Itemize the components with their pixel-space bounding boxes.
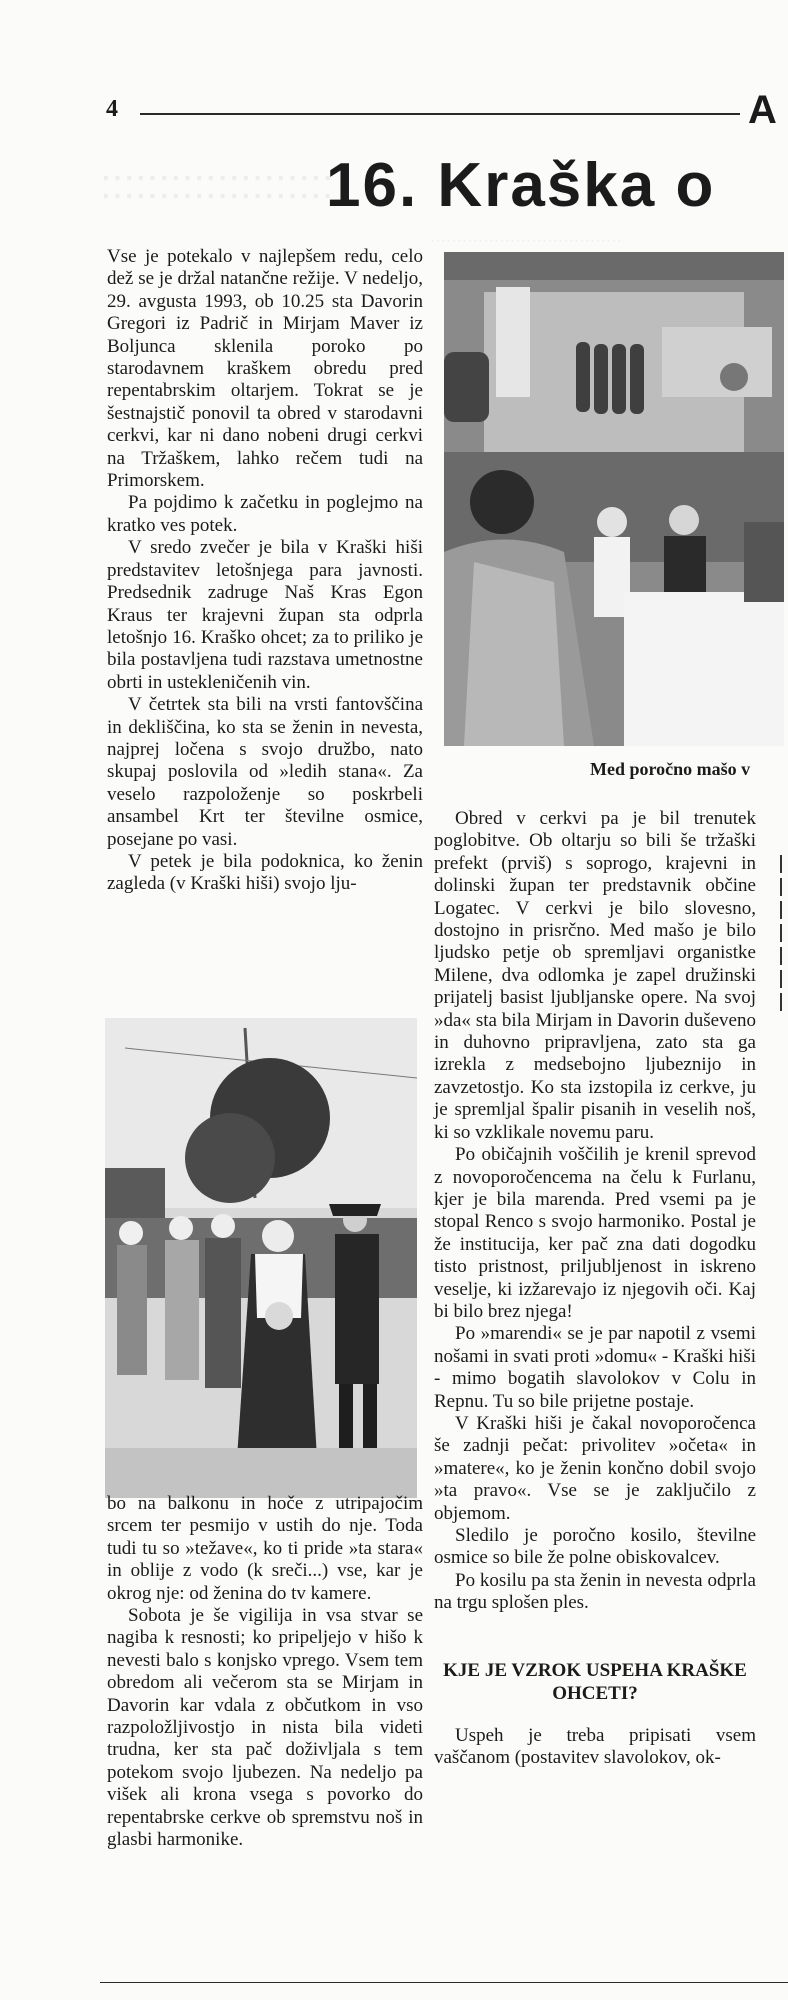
adjacent-column-edge: [780, 855, 788, 1016]
paragraph: V sredo zvečer je bila v Kraški hiši predstavitev letošnjega para javnosti. Predsednik zadruge Naš Kras Egon Kraus ter krajevni župan sta odprla letošnjo 16. Kraško ohcet; za to priliko je bila postavljena tudi razstava umetnostne obrti in ustekleničenih vin.: [107, 537, 423, 693]
church-wedding-photo: [444, 252, 784, 746]
wedding-procession-photo: [105, 1018, 417, 1498]
paragraph: V četrtek sta bili na vrsti fantovščina in dekliščina, ko sta se ženin in nevesta, najprej ločena s svojo družbo, nato skupaj poslovila od »ledih stana«. Za veselo razpoloženje so poskrbeli ansambel Krt ter številne osmice, posejane po vasi.: [107, 694, 423, 850]
paragraph: V Kraški hiši je čakal novoporočenca še zadnji pečat: privolitev »očeta« in »matere«, ko je ženin končno dobil svojo »ta pravo«. Vse se je zaključilo z objemom.: [434, 1412, 756, 1524]
article-headline: 16. Kraška o: [326, 151, 716, 220]
paragraph: Po »marendi« se je par napotil z vsemi nošami in svati proti »domu« - Kraški hiši - mimo bogatih slavolokov v Colu in Repnu. Tu so bile prijetne postaje.: [434, 1323, 756, 1412]
paragraph: V petek je bila podoknica, ko ženin zagleda (v Kraški hiši) svojo lju-: [107, 850, 423, 895]
section-subheading: KJE JE VZROK USPEHA KRAŠKE OHCETI?: [443, 1659, 747, 1704]
left-column-top: [107, 246, 423, 896]
paragraph: Pa pojdimo k začetku in poglejmo na kratko ves potek.: [107, 492, 423, 536]
paragraph: bo na balkonu in hoče z utripajočim srcem ter pesmijo v ustih do nje. Toda tudi tu so »težave«, ko ti pride »ta stara« in oblije z vodo (k sreči...) vse, kar je okrog nje: od ženina do tv kamere.: [107, 1493, 423, 1604]
show-through-text: ::::::::::::::::::::: [100, 160, 334, 207]
paragraph: Vse je potekalo v najlepšem redu, celo dež se je držal natančne režije. V nedeljo, 29. avgusta 1993, ob 10.25 sta Davorin Gregori iz Padrič in Mirjam Maver iz Boljunca sklenila poroko po starodavnem kraškem obredu pred repentabrskim oltarjem. Tokrat se je šestnajstič ponovil ta obred v starodavni cerkvi, kar ni dano nobeni drugi cerkvi na Tržaškem, lahko rečem tudi na Primorskem.: [107, 246, 423, 492]
masthead-logo-fragment: A: [748, 88, 777, 132]
show-through-text: ····································: [430, 232, 622, 249]
header-rule: [140, 113, 740, 115]
page-number: 4: [106, 96, 118, 122]
left-column-bottom: [107, 1493, 423, 1852]
paragraph: Sledilo je poročno kosilo, številne osmice so bile že polne obiskovalcev.: [434, 1525, 756, 1569]
paragraph: Sobota je še vigilija in vsa stvar se nagiba k resnosti; ko pripeljejo v hišo k nevesti balo s konjsko vprego. Vsem tem obredom ali večerom sta se Mirjam in Davorin kar vdala z občutkom in vso razpoložljivostjo in nista bila videti trudna, ker sta pač doživljala s tem potekom svojo ljubezen. Na nedeljo pa višek ali krona vsega s povorko do repentabrske cerkve ob spremstvu noš in glasbi harmonike.: [107, 1605, 423, 1851]
photo-caption: Med poročno mašo v: [590, 759, 751, 779]
right-column: [434, 808, 756, 1769]
paragraph: Po običajnih voščilih je krenil sprevod z novoporočencema na čelu k Furlanu, kjer je bila marenda. Pred vsemi pa je stopal Renco s svojo harmoniko. Postal je že institucija, ker pač zna dati dogodku tisto pristnost, priljubljenost in iskreno veselje, ki izžarevajo iz njegovih oči. Kaj bi bilo brez njega!: [434, 1144, 756, 1322]
paragraph: Obred v cerkvi pa je bil trenutek poglobitve. Ob oltarju so bili še tržaški prefekt (prviš) s soprogo, krajevni in dolinski župan ter predstavnik občine Logatec. V cerkvi je bilo slovesno, dostojno in prisrčno. Med mašo je bilo ljudsko petje ob spremljavi organistke Milene, dva odlomka je zapel družinski prijatelj basist ljubljanske opere. Na svoj »da« sta bila Mirjam in Davorin duševeno in duhovno pripravljena, zato sta ga izrekla z medsebojno ljubeznijo in zavzetostjo. Ko sta izstopila iz cerkve, ju je spremljal špalir pisanih in veselih noš, ki so vzklikale novemu paru.: [434, 808, 756, 1143]
footer-rule: [100, 1982, 788, 1983]
paragraph: Po kosilu pa sta ženin in nevesta odprla na trgu splošen ples.: [434, 1569, 756, 1614]
paragraph: Uspeh je treba pripisati vsem vaščanom (postavitev slavolokov, ok-: [434, 1724, 756, 1769]
